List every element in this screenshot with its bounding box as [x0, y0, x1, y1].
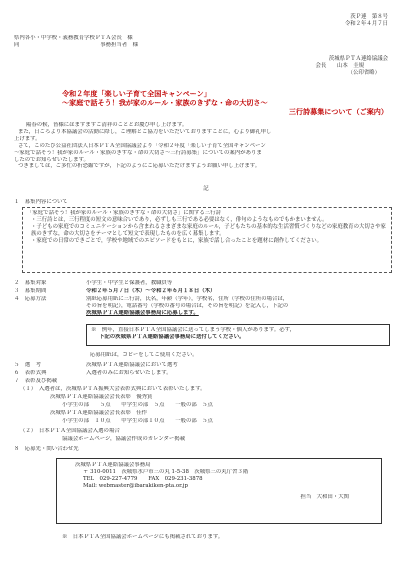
greeting-line: ～家庭で話そう！我が家のルール・家族のきずな・命の大切さ～三行詩募集」についての案内がありま — [14, 149, 262, 156]
award-honorable-counts: 小学生の部 １０点 中学生の部１０点 一般の部 ５点 — [62, 418, 213, 424]
contact-tel-fax: TEL 029-227-4779 FAX 029-231-3878 — [83, 475, 203, 482]
section-2-value: 小学生・中学生と保護者，教職員等 — [86, 280, 173, 286]
contact-office: 茨城県ＰＴＡ連絡協議会事務局 — [75, 462, 151, 468]
section-1-bullet: ・子どもの家庭でのコミュニケーションから含まれるさまざまな家庭のルール，子どもたちの基本的な生活習慣づくりなどの家庭教育の大切さや家族のきずな，命の大切さをテーマとして短文で表現したものを広く募集します。 — [31, 223, 386, 237]
section-4-line: その旨を明記），電話番号（学校の番号の場合は，その旨を明記）を記入し，下記の — [86, 302, 289, 309]
greeting-line: つきましては，ご多忙の折恐縮ですが，下記のようにご応募いただけますようお願い申し上げます。 — [18, 163, 261, 170]
section-7-2-value: 協議会ホームページ，協議会作成のカレンダー掲載 — [62, 436, 186, 442]
title-theme: ～家庭で話そう！我が家のルール・家族のきずな・命の大切さ～ — [62, 98, 268, 107]
greeting-line: 陽春の候，皆様にはますますご清祥のこととお慶び申し上げます。 — [26, 122, 188, 128]
greeting-line: 上げます。 — [14, 135, 41, 142]
section-5-label: ５ 選 考 — [14, 362, 41, 368]
contact-box — [56, 458, 382, 524]
section-8-label: ８ 応募先・問い合わせ先 — [14, 446, 79, 452]
notice-line: ※ 例年，直接日本ＰＴＡ全国協議会に送ってしまう学校・個人があります。必ず， — [91, 327, 295, 333]
greeting-line: さて，このたび公益社団法人日本ＰＴＡ全国協議会より「令和２年度「楽しい子育て全国キャンペーン — [18, 142, 266, 149]
award-honorable: 茨城県ＰＴＡ連絡協議会会長表彰 佳作 — [50, 410, 148, 416]
award-excellence: 茨城県ＰＴＡ連絡協議会会長表彰 優秀賞 — [50, 394, 153, 400]
official-seal-note: （公印省略） — [347, 70, 380, 76]
greeting-line: したのでお知らせいたします。 — [14, 156, 89, 163]
section-4-label: ４ 応募方法 — [14, 296, 47, 302]
section-7-label: ７ 表彰及び掲載 — [14, 378, 58, 384]
section-1-bullet: ・家庭での日常のできごとで，学校や地域でのエピソードをもとに，家族で話し合ったことを題材に創作してください。 — [31, 237, 322, 244]
greeting-line: また，日ごろより本協議会の活動に際し，ご理解とご協力をいただいておりますことに，心より御礼申し — [18, 128, 272, 135]
notice-box — [86, 324, 390, 346]
title-subject: 三行詩募集について（ご案内） — [288, 107, 388, 116]
contact-mail[interactable] — [65, 483, 373, 490]
section-3-value: 令和２年５月７日（木）～令和２年６月１８日（木） — [86, 288, 216, 294]
doc-date: 令和２年４月７日 — [344, 21, 388, 27]
mail-link[interactable]: Mail: webmaster@ibarakiken-pta.or.jp — [83, 482, 188, 489]
section-6-value: 入選者のみにお知らせいたします。 — [86, 370, 172, 376]
section-3-label: ３ 募集期間 — [14, 288, 47, 294]
section-1-theme: 「家庭で話そう！我が家のルール・家族のきずな・命の大切さ」に関する三行詩 — [27, 210, 221, 216]
addressee-staff: 同 事務担当者 様 — [14, 42, 138, 48]
section-2-label: ２ 募集対象 — [14, 280, 47, 286]
doc-number: 茨Ｐ連 第８号 — [350, 14, 388, 20]
ki-heading: 記 — [203, 186, 209, 192]
section-4-text — [86, 296, 392, 317]
sender-chair: 会長 山本 圭規 — [315, 63, 364, 69]
section-4-line: 別紙応募用紙に三行詩，氏名，年齢（学年），学校名，住所（学校の住所の場合は， — [86, 296, 289, 302]
contact-person: 担当 大和田・大関 — [300, 493, 349, 500]
greeting-paragraph — [14, 122, 390, 170]
section-1-heading: １ 募集内容について — [14, 199, 68, 205]
section-1-bullet: ・三行詩とは，三行程度の短文の意味合いであり，必ずしも三行である必要はなく，俳句のようなものでもかまいません。 — [31, 216, 328, 223]
sender-org: 茨城県ＰＴＡ連絡協議会 — [328, 56, 388, 62]
section-6-label: ６ 表彰式典 — [14, 370, 47, 376]
footer-note: ※ 日本ＰＴＡ全国協議会ホームページにも掲載されております。 — [62, 534, 224, 540]
section-4-line: 茨城県ＰＴＡ連絡協議会事務局に応募します。 — [86, 309, 199, 316]
title-campaign: 令和２年度「楽しい子育て全国キャンペーン」 — [62, 89, 211, 98]
section-1-box — [22, 207, 392, 273]
form-copy-note: 応募用紙は，コピーをしてご使用ください。 — [90, 352, 198, 358]
addressee-chair: 県内各小・中学校・義務教育学校ＰＴＡ会長 様 — [14, 35, 133, 41]
section-7-2: （２） 日本ＰＴＡ全国協議会入選の場合 — [20, 428, 120, 434]
section-7-1: （１） 入選者は，茨城県ＰＴＡ振興大会表彰式典において表彰いたします。 — [20, 386, 206, 392]
award-excellence-counts: 小学生の部 ５点 中学生の部 ５点 一般の部 ５点 — [62, 402, 213, 408]
section-5-value: 茨城県ＰＴＡ連絡協議会において選考 — [86, 362, 178, 368]
notice-line: 下記の茨城県ＰＴＡ連絡協議会事務局に送付してください。 — [99, 333, 245, 340]
contact-address: 〒 310-0011 茨城県水戸市三の丸 1-5-38 茨城県三の丸庁舎３階 — [83, 468, 249, 475]
